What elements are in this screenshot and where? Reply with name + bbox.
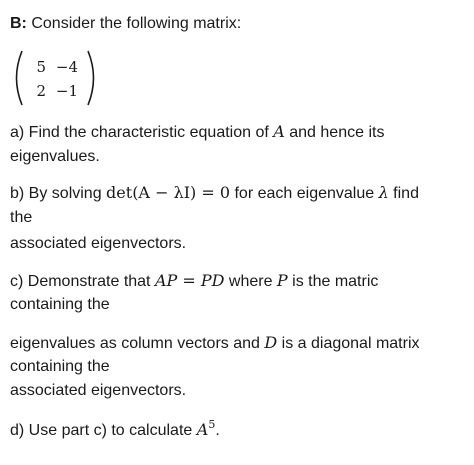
- heading-text: Consider the following matrix:: [26, 15, 242, 32]
- question-c-text-cont: containing the: [10, 296, 110, 313]
- matrix-symbol-p: P: [276, 271, 288, 290]
- question-c-line3: [10, 333, 420, 354]
- determinant-equation: det(A − λI) = 0: [106, 183, 231, 202]
- matrix: [10, 48, 100, 108]
- question-a-text: a) Find the characteristic equation of: [10, 124, 274, 141]
- question-a-line2: [10, 147, 100, 167]
- question-c-line2: [10, 295, 110, 315]
- matrix-cell-r2c1: 2: [36, 82, 46, 100]
- question-b-line3: [10, 234, 186, 254]
- question-c-text-mid: where: [224, 273, 277, 290]
- question-d-line1: [10, 420, 220, 442]
- question-c-text-cont4: containing the: [10, 358, 110, 375]
- matrix-symbol-d: D: [264, 333, 278, 352]
- question-a-text-cont: eigenvalues.: [10, 148, 100, 165]
- part-label: B:: [10, 15, 27, 32]
- question-a-text-end: and hence its: [284, 124, 385, 141]
- question-d-text: d) Use part c) to calculate: [10, 422, 197, 439]
- question-heading: [10, 14, 241, 34]
- matrix-cell-r1c1: 5: [36, 58, 46, 76]
- question-c-text-cont2: eigenvalues as column vectors and: [10, 335, 265, 352]
- question-c-text: c) Demonstrate that: [10, 273, 155, 290]
- matrix-cell-r2c2: −1: [55, 82, 78, 100]
- question-b-line2: [10, 208, 32, 228]
- question-c-line5: [10, 381, 186, 401]
- question-a-line1: [10, 122, 384, 143]
- question-c-text-cont3: is a diagonal matrix: [277, 335, 420, 352]
- matrix-cell-r1c2: −4: [55, 58, 78, 76]
- question-b-text-cont2: associated eigenvectors.: [10, 235, 187, 252]
- question-c-line4: [10, 357, 110, 377]
- question-b-line1: [10, 183, 419, 204]
- question-b-text-mid: for each eigenvalue: [230, 185, 379, 202]
- question-d-text-end: .: [215, 422, 220, 439]
- question-c-line1: [10, 271, 378, 292]
- question-b-text-end: find: [388, 185, 419, 202]
- question-b-text: b) By solving: [10, 185, 107, 202]
- exponent: 5: [208, 418, 216, 431]
- question-b-text-cont: the: [10, 209, 33, 226]
- question-c-text-end: is the matric: [287, 273, 379, 290]
- ap-pd-equation: AP = PD: [154, 271, 225, 290]
- matrix-symbol-a-power: A: [196, 420, 209, 439]
- lambda-symbol: λ: [378, 183, 389, 202]
- question-c-text-cont5: associated eigenvectors.: [10, 382, 187, 399]
- matrix-symbol-a: A: [273, 122, 285, 141]
